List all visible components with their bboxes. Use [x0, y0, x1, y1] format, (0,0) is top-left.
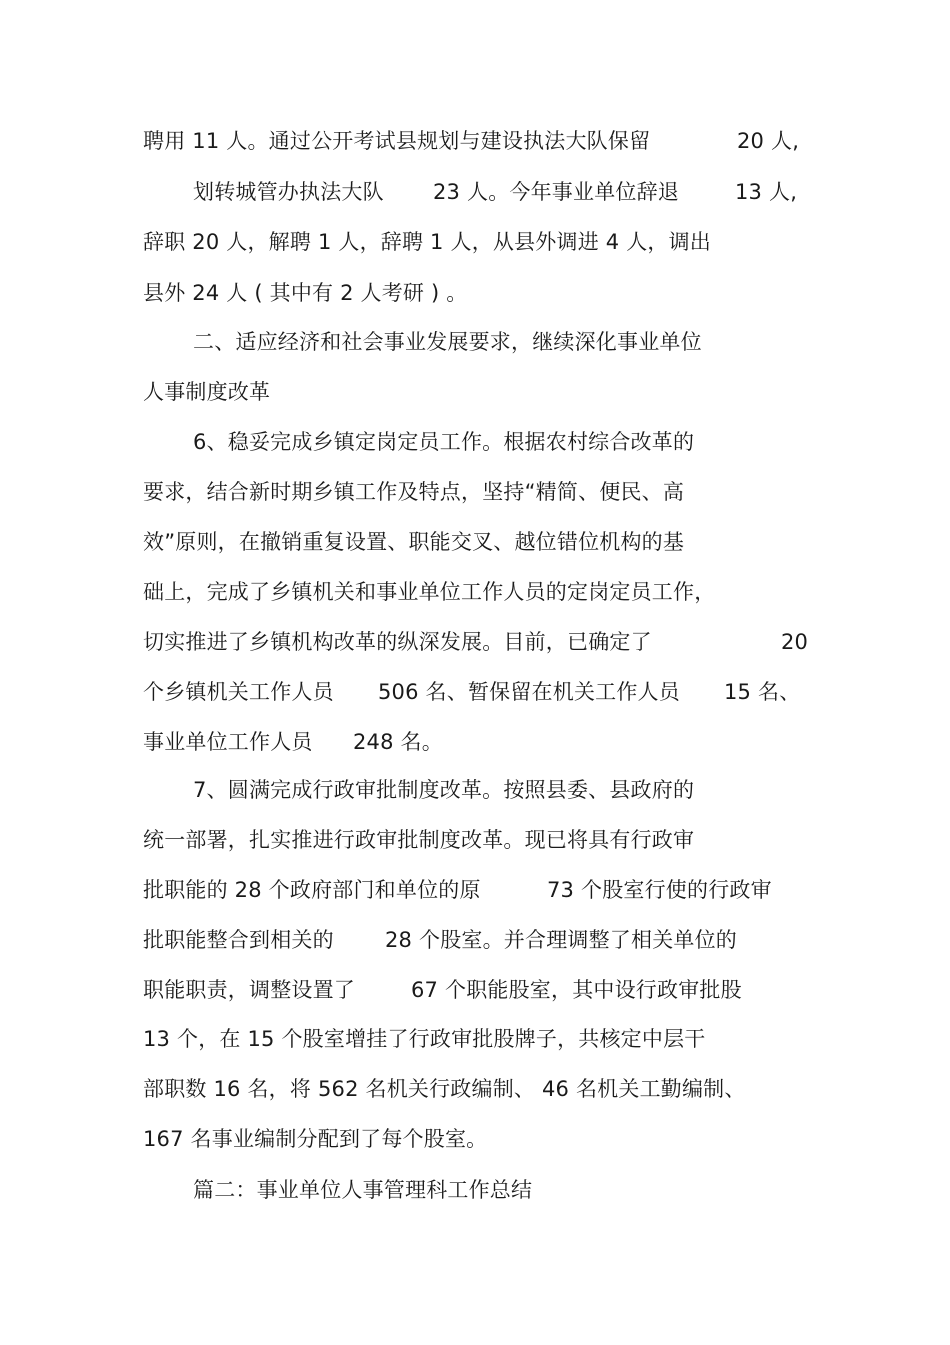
text-line	[0, 1074, 746, 1104]
text-segment: 切实推进了乡镇机构改革的纵深发展。目前，已确定了	[143, 630, 652, 654]
text-segment: 23 人。今年事业单位辞退	[433, 180, 679, 204]
text-line	[0, 925, 737, 955]
text-segment: 批职能的 28 个政府部门和单位的原	[143, 878, 481, 902]
text-line	[0, 975, 742, 1005]
text-segment: 73 个股室行使的行政审	[547, 878, 772, 902]
section-heading	[0, 377, 271, 407]
text-segment: 20 人,	[737, 129, 800, 153]
text-segment: 聘用 11 人。通过公开考试县规划与建设执法大队保留	[143, 129, 651, 153]
text-segment: 要求，结合新时期乡镇工作及特点，坚持“精简、便民、高	[143, 480, 685, 504]
text-segment: 人事制度改革	[143, 380, 271, 404]
text-line	[0, 527, 685, 557]
text-line	[0, 227, 712, 257]
text-line	[0, 627, 809, 657]
text-segment: 7、圆满完成行政审批制度改革。按照县委、县政府的	[193, 778, 695, 802]
text-line	[0, 677, 801, 707]
text-segment: 15 名、	[724, 680, 801, 704]
text-line	[0, 477, 685, 507]
text-line	[0, 727, 443, 757]
text-segment: 248 名。	[353, 730, 443, 754]
text-line	[0, 825, 695, 855]
text-line	[0, 126, 800, 156]
text-segment: 批职能整合到相关的	[143, 928, 334, 952]
text-segment: 167 名事业编制分配到了每个股室。	[143, 1127, 488, 1151]
text-line	[0, 775, 695, 805]
text-segment: 篇二：事业单位人事管理科工作总结	[193, 1178, 533, 1202]
text-line	[0, 177, 798, 207]
text-segment: 事业单位工作人员	[143, 730, 313, 754]
text-line	[0, 875, 772, 905]
text-segment: 67 个职能股室，其中设行政审批股	[411, 978, 742, 1002]
text-segment: 28 个股室。并合理调整了相关单位的	[385, 928, 737, 952]
text-segment: 县外 24 人 ( 其中有 2 人考研 ) 。	[143, 281, 468, 305]
text-segment: 部职数 16 名，将 562 名机关行政编制、 46 名机关工勤编制、	[143, 1077, 746, 1101]
text-segment: 个乡镇机关工作人员	[143, 680, 334, 704]
text-segment: 6、稳妥完成乡镇定岗定员工作。根据农村综合改革的	[193, 430, 695, 454]
text-segment: 13 人,	[735, 180, 798, 204]
text-segment: 统一部署，扎实推进行政审批制度改革。现已将具有行政审	[143, 828, 695, 852]
text-segment: 效”原则，在撤销重复设置、职能交叉、越位错位机构的基	[143, 530, 685, 554]
text-segment: 13 个，在 15 个股室增挂了行政审批股牌子，共核定中层干	[143, 1027, 706, 1051]
text-segment: 二、适应经济和社会事业发展要求，继续深化事业单位	[193, 330, 702, 354]
text-line	[0, 278, 468, 308]
text-segment: 20	[781, 630, 809, 654]
text-line	[0, 577, 716, 607]
section-heading	[0, 1175, 533, 1205]
text-segment: 辞职 20 人，解聘 1 人，辞聘 1 人，从县外调进 4 人，调出	[143, 230, 712, 254]
text-line	[0, 1024, 706, 1054]
text-segment: 划转城管办执法大队	[193, 180, 384, 204]
text-segment: 础上，完成了乡镇机关和事业单位工作人员的定岗定员工作，	[143, 580, 716, 604]
section-heading	[0, 327, 702, 357]
text-line	[0, 1124, 488, 1154]
text-segment: 506 名、暂保留在机关工作人员	[378, 680, 680, 704]
text-segment: 职能职责，调整设置了	[143, 978, 355, 1002]
text-line	[0, 427, 695, 457]
